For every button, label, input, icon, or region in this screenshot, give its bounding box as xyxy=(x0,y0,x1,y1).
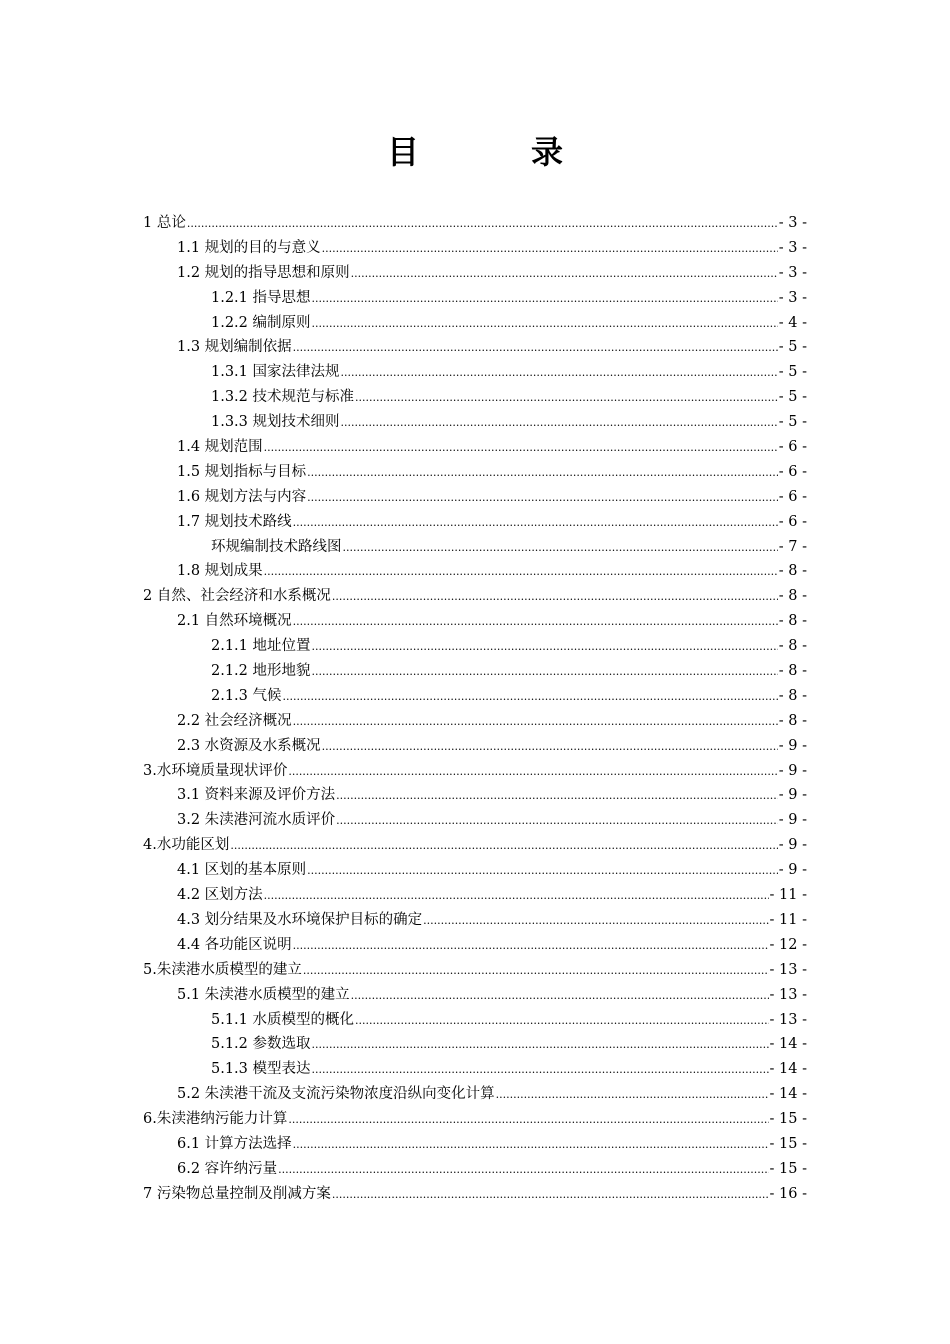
toc-entry[interactable] xyxy=(143,1057,807,1082)
toc-entry[interactable] xyxy=(143,485,807,510)
toc-entry-page-number: - 15 - xyxy=(769,1160,807,1177)
toc-entry-page-number: - 8 - xyxy=(778,563,807,580)
toc-dot-leader xyxy=(307,859,778,884)
toc-dot-leader xyxy=(264,560,778,585)
toc-entry[interactable] xyxy=(143,883,807,908)
toc-entry-label: 1.2.2 编制原则 xyxy=(211,314,311,331)
toc-entry-label: 2.1.3 气候 xyxy=(211,687,282,704)
toc-entry[interactable] xyxy=(143,1008,807,1033)
toc-entry-page-number: - 3 - xyxy=(778,289,807,306)
toc-dot-leader xyxy=(423,909,768,934)
toc-dot-leader xyxy=(355,386,778,411)
toc-dot-leader xyxy=(307,486,778,511)
toc-entry-page-number: - 8 - xyxy=(778,613,807,630)
toc-entry-page-number: - 13 - xyxy=(769,1011,807,1028)
toc-entry-page-number: - 9 - xyxy=(778,837,807,854)
toc-entry[interactable] xyxy=(143,908,807,933)
toc-entry[interactable] xyxy=(143,1032,807,1057)
toc-entry-page-number: - 8 - xyxy=(778,687,807,704)
toc-entry-page-number: - 14 - xyxy=(769,1086,807,1103)
toc-dot-leader xyxy=(312,635,778,660)
toc-entry[interactable] xyxy=(143,1107,807,1132)
toc-dot-leader xyxy=(293,336,778,361)
toc-entry-page-number: - 8 - xyxy=(778,712,807,729)
toc-entry-label: 5.1.2 参数选取 xyxy=(211,1036,311,1053)
toc-dot-leader xyxy=(336,809,778,834)
toc-dot-leader xyxy=(336,784,778,809)
toc-entry-page-number: - 5 - xyxy=(778,414,807,431)
table-of-contents xyxy=(143,211,807,1207)
toc-entry-label: 3.2 朱渎港河流水质评价 xyxy=(177,812,336,829)
toc-dot-leader xyxy=(293,710,778,735)
toc-dot-leader xyxy=(307,461,778,486)
toc-entry-page-number: - 5 - xyxy=(778,339,807,356)
toc-entry[interactable] xyxy=(143,684,807,709)
toc-dot-leader xyxy=(351,984,769,1009)
toc-entry-label: 2.1 自然环境概况 xyxy=(177,613,292,630)
toc-entry-label: 1.3.1 国家法律法规 xyxy=(211,364,340,381)
toc-entry-label: 5.2 朱渎港干流及支流污染物浓度沿纵向变化计算 xyxy=(177,1086,495,1103)
toc-entry-label: 2 自然、社会经济和水系概况 xyxy=(143,588,331,605)
toc-dot-leader xyxy=(187,212,778,237)
toc-dot-leader xyxy=(288,1108,768,1133)
toc-entry[interactable] xyxy=(143,236,807,261)
toc-entry-label: 6.朱渎港纳污能力计算 xyxy=(143,1111,288,1128)
toc-entry-label: 4.2 区划方法 xyxy=(177,887,263,904)
toc-entry-label: 1.3 规划编制依据 xyxy=(177,339,292,356)
toc-entry[interactable] xyxy=(143,385,807,410)
toc-entry[interactable] xyxy=(143,783,807,808)
toc-entry-page-number: - 3 - xyxy=(778,215,807,231)
toc-entry[interactable] xyxy=(143,335,807,360)
toc-entry-label: 1.8 规划成果 xyxy=(177,563,263,580)
toc-entry[interactable] xyxy=(143,659,807,684)
toc-entry-label: 3.1 资料来源及评价方法 xyxy=(177,787,336,804)
toc-entry-label: 2.1.1 地址位置 xyxy=(211,638,311,655)
toc-entry[interactable] xyxy=(143,858,807,883)
toc-dot-leader xyxy=(343,536,778,561)
toc-entry[interactable] xyxy=(143,808,807,833)
toc-dot-leader xyxy=(312,1058,769,1083)
toc-entry-label: 4.水功能区划 xyxy=(143,837,230,854)
toc-entry[interactable] xyxy=(143,510,807,535)
toc-entry-page-number: - 14 - xyxy=(769,1061,807,1078)
toc-entry[interactable] xyxy=(143,609,807,634)
toc-entry-label: 4.4 各功能区说明 xyxy=(177,936,292,953)
toc-entry[interactable] xyxy=(143,261,807,286)
toc-entry-page-number: - 3 - xyxy=(778,264,807,281)
toc-entry[interactable] xyxy=(143,1182,807,1207)
page-title: 目 录 xyxy=(386,133,603,171)
toc-entry[interactable] xyxy=(143,286,807,311)
toc-entry-page-number: - 13 - xyxy=(769,961,807,978)
toc-entry-page-number: - 6 - xyxy=(778,439,807,456)
toc-entry[interactable] xyxy=(143,759,807,784)
toc-entry-label: 1 总论 xyxy=(143,215,186,231)
toc-dot-leader xyxy=(264,436,778,461)
toc-entry-label: 1.1 规划的目的与意义 xyxy=(177,239,321,256)
toc-entry[interactable] xyxy=(143,734,807,759)
toc-entry-page-number: - 3 - xyxy=(778,239,807,256)
toc-entry-page-number: - 6 - xyxy=(778,463,807,480)
toc-entry-label: 环规编制技术路线图 xyxy=(211,538,342,555)
toc-entry-label: 1.6 规划方法与内容 xyxy=(177,488,307,505)
toc-entry-label: 7 污染物总量控制及削减方案 xyxy=(143,1185,331,1202)
toc-entry-page-number: - 8 - xyxy=(778,663,807,680)
toc-entry-label: 1.2 规划的指导思想和原则 xyxy=(177,264,350,281)
toc-dot-leader xyxy=(288,760,777,785)
toc-entry-page-number: - 14 - xyxy=(769,1036,807,1053)
toc-entry-page-number: - 8 - xyxy=(778,588,807,605)
toc-dot-leader xyxy=(278,1158,768,1183)
toc-dot-leader xyxy=(293,934,769,959)
toc-dot-leader xyxy=(322,237,778,262)
toc-dot-leader xyxy=(293,610,778,635)
toc-entry-label: 1.4 规划范围 xyxy=(177,439,263,456)
toc-dot-leader xyxy=(496,1083,769,1108)
toc-entry[interactable] xyxy=(143,211,807,236)
toc-entry-page-number: - 6 - xyxy=(778,488,807,505)
toc-entry-label: 5.1 朱渎港水质模型的建立 xyxy=(177,986,350,1003)
toc-entry-label: 5.1.1 水质模型的概化 xyxy=(211,1011,355,1028)
toc-dot-leader xyxy=(303,959,769,984)
toc-entry-label: 1.7 规划技术路线 xyxy=(177,513,292,530)
toc-dot-leader xyxy=(351,262,778,287)
toc-entry[interactable] xyxy=(143,584,807,609)
toc-entry-label: 1.3.3 规划技术细则 xyxy=(211,414,340,431)
toc-entry-page-number: - 11 - xyxy=(769,911,807,928)
toc-entry-page-number: - 5 - xyxy=(778,364,807,381)
toc-dot-leader xyxy=(293,511,778,536)
toc-dot-leader xyxy=(312,312,778,337)
toc-dot-leader xyxy=(332,585,778,610)
toc-entry[interactable] xyxy=(143,435,807,460)
toc-entry[interactable] xyxy=(143,634,807,659)
toc-entry-page-number: - 15 - xyxy=(769,1135,807,1152)
toc-entry-page-number: - 12 - xyxy=(769,936,807,953)
toc-dot-leader xyxy=(332,1183,769,1208)
toc-entry[interactable] xyxy=(143,983,807,1008)
toc-entry-page-number: - 9 - xyxy=(778,737,807,754)
toc-dot-leader xyxy=(312,287,778,312)
toc-entry[interactable] xyxy=(143,1157,807,1182)
toc-entry-page-number: - 9 - xyxy=(778,862,807,879)
toc-entry-page-number: - 16 - xyxy=(769,1185,807,1202)
toc-entry-page-number: - 5 - xyxy=(778,389,807,406)
toc-entry[interactable] xyxy=(143,535,807,560)
toc-entry[interactable] xyxy=(143,958,807,983)
toc-dot-leader xyxy=(312,660,778,685)
toc-entry[interactable] xyxy=(143,410,807,435)
toc-entry-page-number: - 8 - xyxy=(778,638,807,655)
toc-entry[interactable] xyxy=(143,709,807,734)
toc-entry-page-number: - 4 - xyxy=(778,314,807,331)
toc-entry-label: 6.2 容许纳污量 xyxy=(177,1160,278,1177)
toc-dot-leader xyxy=(230,834,777,859)
toc-entry-page-number: - 15 - xyxy=(769,1111,807,1128)
toc-entry-label: 4.1 区划的基本原则 xyxy=(177,862,307,879)
toc-entry-page-number: - 9 - xyxy=(778,812,807,829)
toc-entry-page-number: - 6 - xyxy=(778,513,807,530)
toc-dot-leader xyxy=(283,685,778,710)
toc-entry[interactable] xyxy=(143,933,807,958)
toc-dot-leader xyxy=(264,884,769,909)
toc-entry[interactable] xyxy=(143,460,807,485)
toc-entry-label: 2.2 社会经济概况 xyxy=(177,712,292,729)
toc-dot-leader xyxy=(341,361,778,386)
toc-entry-page-number: - 9 - xyxy=(778,762,807,779)
toc-entry[interactable] xyxy=(143,1082,807,1107)
toc-entry-page-number: - 11 - xyxy=(769,887,807,904)
toc-entry-page-number: - 9 - xyxy=(778,787,807,804)
toc-entry-page-number: - 7 - xyxy=(778,538,807,555)
toc-entry-label: 1.5 规划指标与目标 xyxy=(177,463,307,480)
toc-dot-leader xyxy=(341,411,778,436)
toc-entry-label: 6.1 计算方法选择 xyxy=(177,1135,292,1152)
toc-dot-leader xyxy=(312,1033,769,1058)
toc-entry-label: 1.3.2 技术规范与标准 xyxy=(211,389,355,406)
toc-entry-label: 5.朱渎港水质模型的建立 xyxy=(143,961,302,978)
toc-dot-leader xyxy=(322,735,778,760)
toc-entry-label: 2.1.2 地形地貌 xyxy=(211,663,311,680)
toc-entry-label: 4.3 划分结果及水环境保护目标的确定 xyxy=(177,911,423,928)
toc-entry-label: 1.2.1 指导思想 xyxy=(211,289,311,306)
toc-entry[interactable] xyxy=(143,311,807,336)
toc-entry-label: 3.水环境质量现状评价 xyxy=(143,762,288,779)
toc-entry[interactable] xyxy=(143,360,807,385)
toc-dot-leader xyxy=(355,1009,769,1034)
toc-entry-page-number: - 13 - xyxy=(769,986,807,1003)
toc-dot-leader xyxy=(293,1133,769,1158)
toc-entry-label: 5.1.3 模型表达 xyxy=(211,1061,311,1078)
toc-entry[interactable] xyxy=(143,1132,807,1157)
toc-entry-label: 2.3 水资源及水系概况 xyxy=(177,737,321,754)
toc-entry[interactable] xyxy=(143,559,807,584)
toc-entry[interactable] xyxy=(143,833,807,858)
